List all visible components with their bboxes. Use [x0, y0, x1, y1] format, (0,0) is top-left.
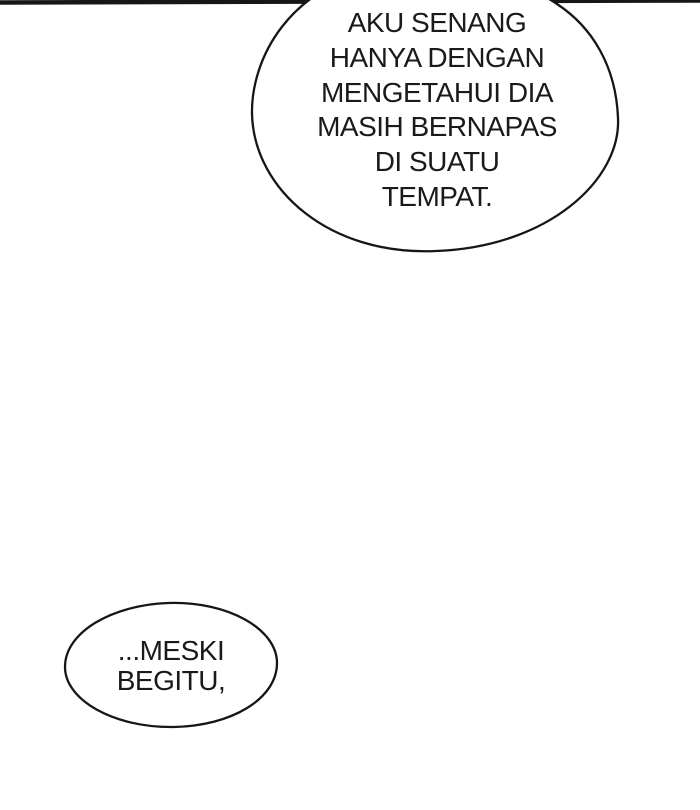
speech-bubble-top-text — [257, 6, 617, 215]
dialogue-line: ...MESKI — [117, 635, 225, 666]
speech-bubble-bottom-text — [61, 636, 281, 696]
dialogue-line: HANYA DENGAN — [329, 41, 545, 73]
dialogue-line: MENGETAHUI DIA — [320, 76, 554, 108]
dialogue-line: TEMPAT. — [381, 180, 493, 212]
dialogue-line: MASIH BERNAPAS — [317, 111, 557, 143]
dialogue-line: BEGITU, — [116, 665, 226, 696]
dialogue-line: AKU SENANG — [347, 7, 527, 38]
dialogue-line: DI SUATU — [374, 146, 500, 178]
